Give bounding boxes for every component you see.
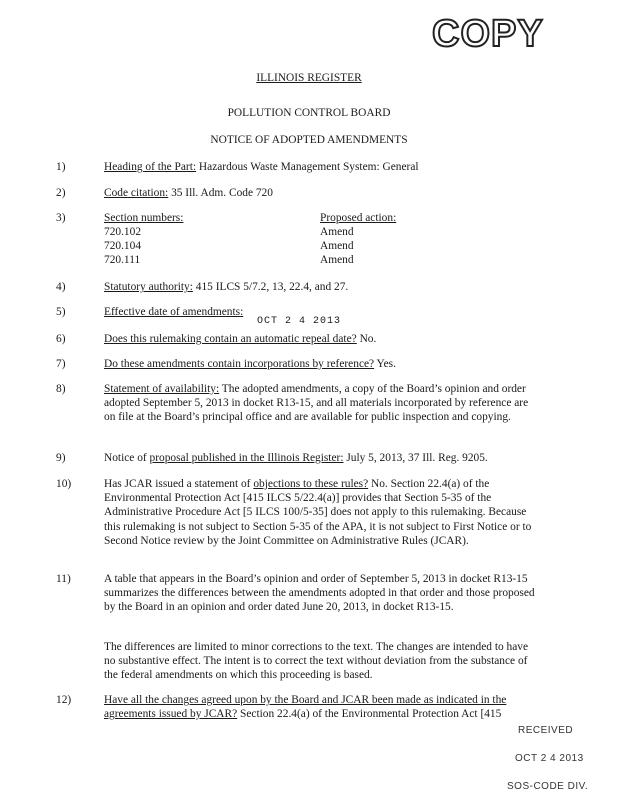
copy-stamp: COPY — [432, 13, 544, 55]
board-title: POLLUTION CONTROL BOARD — [227, 107, 391, 119]
item-number: 7) — [56, 358, 66, 370]
item-number: 11) — [56, 573, 71, 585]
item-label: objections to these rules? — [253, 478, 369, 490]
item-text-continued: The differences are limited to minor corrections to the text. The changes are intended to have no substantive effect. The intent is to correct the text without deviation from the substance of the federal amendments on which this proceeding is based. — [104, 641, 529, 682]
item-label: Do these amendments contain incorporations by reference? — [104, 358, 375, 370]
item-text: 35 Ill. Adm. Code 720 — [168, 187, 273, 199]
item-number: 1) — [56, 161, 66, 173]
item-number: 2) — [56, 187, 66, 199]
item-number: 5) — [56, 306, 66, 318]
received-stamp-label: RECEIVED — [518, 725, 574, 736]
item-number: 3) — [56, 212, 66, 224]
item-text: 415 ILCS 5/7.2, 13, 22.4, and 27. — [192, 281, 349, 293]
effective-date-stamp: OCT 2 4 2013 — [257, 316, 342, 327]
item-label: Heading of the Part: — [104, 161, 197, 173]
item-prefix: Notice of — [104, 452, 150, 464]
item-label: Have all the changes agreed upon by the Board and JCAR been made as indicated in the agreements issued by JCAR? — [104, 694, 507, 721]
proposed-action: Amend — [320, 254, 354, 266]
item-text: No. — [356, 333, 377, 345]
item-text: Section 22.4(a) of the Environmental Protection Act [415 — [237, 708, 502, 721]
item-number: 10) — [56, 478, 72, 490]
item-label: Effective date of amendments: — [104, 306, 244, 318]
section-number: 720.111 — [104, 254, 141, 266]
item-label: Statement of availability: — [104, 383, 220, 395]
item-label: proposal published in the Illinois Register: — [149, 452, 344, 464]
item-text: The adopted amendments, a copy of the Board’s opinion and order adopted September 5, 2013 in docket R13-15, and all materials incorporated by reference are on file at the Board’s principal office and are available for public inspection and copying. — [104, 383, 529, 424]
action-header: Proposed action: — [320, 212, 397, 224]
notice-title: NOTICE OF ADOPTED AMENDMENTS — [210, 134, 408, 146]
item-number: 8) — [56, 383, 66, 395]
item-number: 12) — [56, 694, 72, 706]
received-stamp-date: OCT 2 4 2013 — [515, 753, 584, 764]
received-stamp-office: SOS-CODE DIV. — [507, 781, 589, 792]
item-label: Statutory authority: — [104, 281, 193, 293]
item-number: 9) — [56, 452, 66, 464]
section-header: Section numbers: — [104, 212, 184, 224]
item-text: No. Section 22.4(a) of the Environmental Protection Act [415 ILCS 5/22.4(a)] provides that Section 5-35 of the Administrative Procedure Act [5 ILCS 100/5-35] does not apply to this rulemaking. Because this rulemaking is not subject to Section 5-35 of the APA, it is not subject to First Notice or to Second Notice review by the Joint Committee on Administrative Rules (JCAR). — [104, 478, 532, 547]
section-number: 720.102 — [104, 226, 142, 238]
proposed-action: Amend — [320, 240, 354, 252]
item-prefix: Has JCAR issued a statement of — [104, 478, 254, 490]
item-text: A table that appears in the Board’s opinion and order of September 5, 2013 in docket R13-15 summarizes the differences between the amendments adopted in that order and those proposed by the Board in an opinion and order dated June 20, 2013, in docket R13-15. — [104, 573, 535, 614]
item-text: Yes. — [374, 358, 396, 370]
item-number: 6) — [56, 333, 66, 345]
proposed-action: Amend — [320, 226, 354, 238]
register-title: ILLINOIS REGISTER — [256, 72, 362, 84]
item-label: Code citation: — [104, 187, 169, 199]
item-text: Hazardous Waste Management System: General — [196, 161, 419, 173]
item-text: July 5, 2013, 37 Ill. Reg. 9205. — [343, 452, 488, 464]
section-number: 720.104 — [104, 240, 142, 252]
item-number: 4) — [56, 281, 66, 293]
item-label: Does this rulemaking contain an automatic repeal date? — [104, 333, 357, 345]
